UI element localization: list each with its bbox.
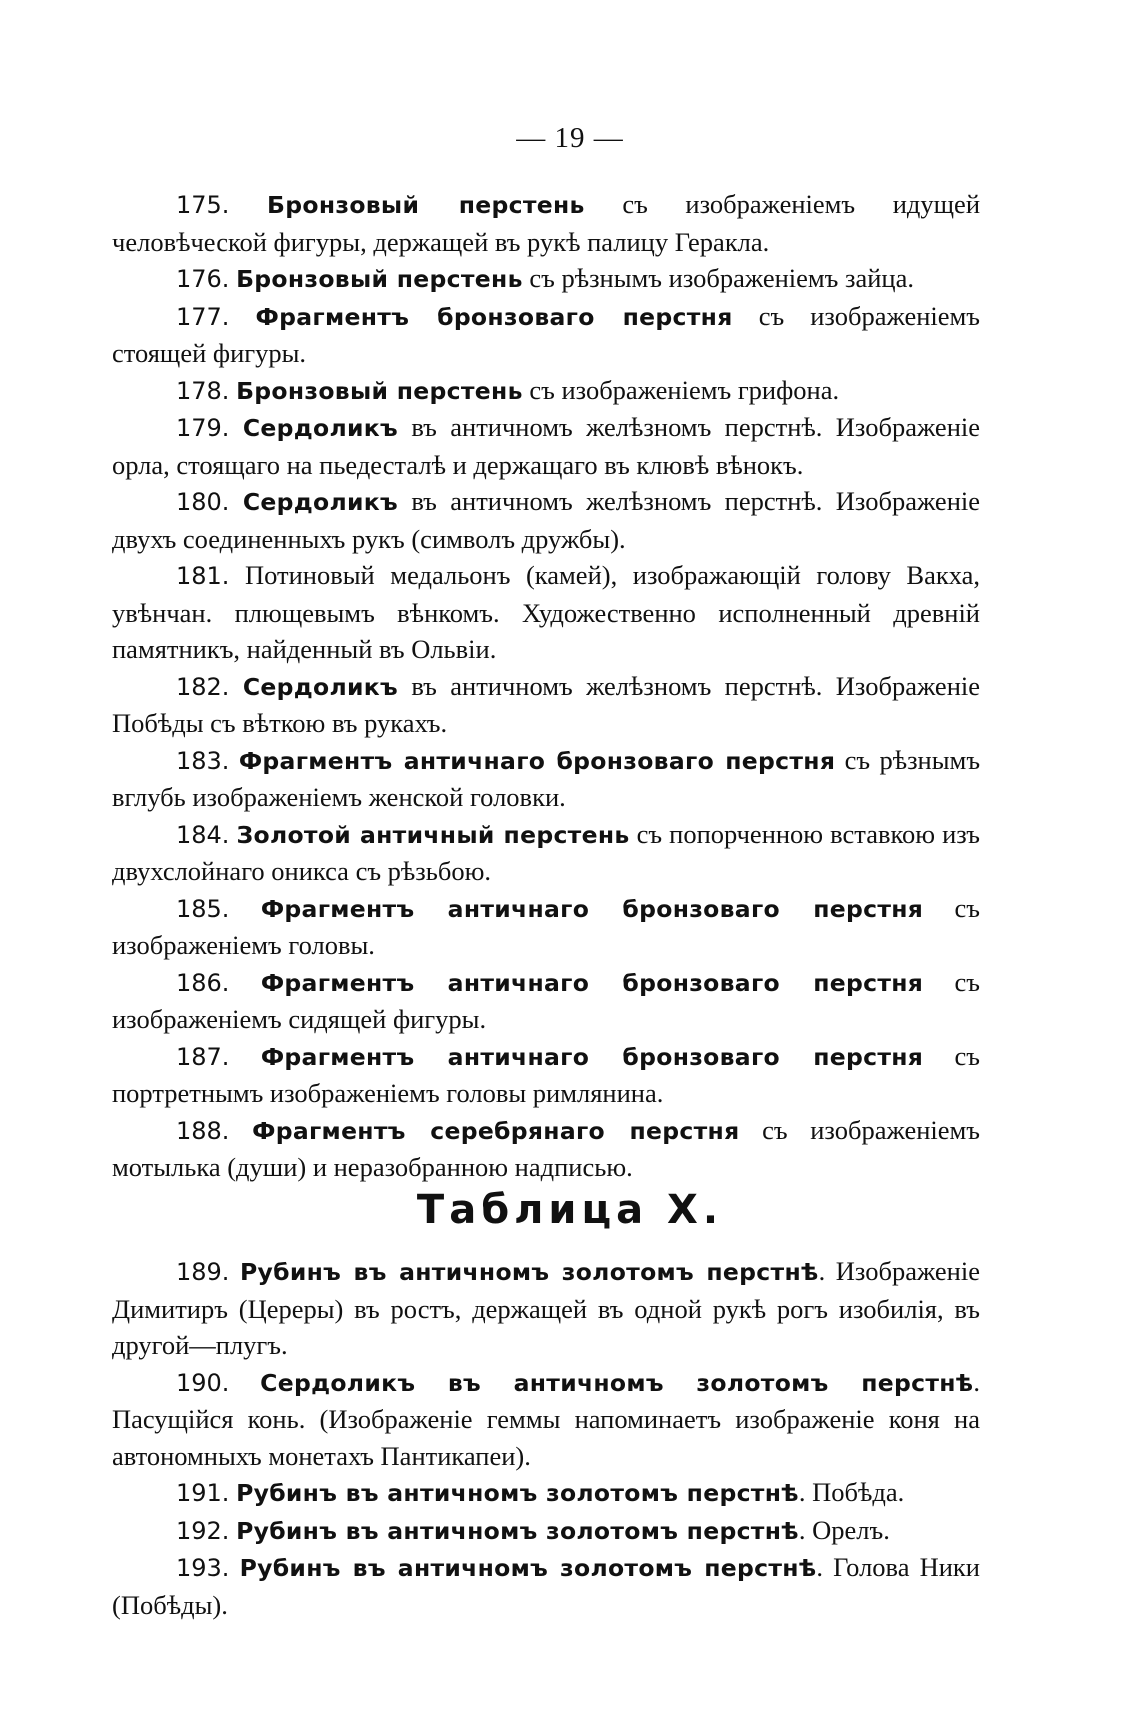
- catalog-entry: [112, 1549, 980, 1623]
- entry-title: Золотой античный перстень: [236, 820, 630, 849]
- entry-title: Рубинъ въ античномъ золотомъ перстнѣ: [240, 1258, 819, 1286]
- catalog-entry: [112, 1512, 980, 1550]
- entry-number: 183.: [176, 746, 230, 775]
- entry-number: 185.: [176, 894, 230, 923]
- entry-title: Фрагментъ бронзоваго перстня: [255, 302, 733, 331]
- catalog-entries-table-x: [112, 1253, 980, 1623]
- entry-description: въ античномъ желѣзномъ перстнѣ. Изображеніе Побѣды съ вѣткою въ рукахъ.: [112, 670, 980, 738]
- entry-number: 193.: [176, 1554, 230, 1582]
- entry-description: . Голова Ники (Побѣды).: [112, 1552, 980, 1620]
- entry-description: съ рѣзнымъ вглубь изображеніемъ женской головки.: [112, 744, 981, 812]
- catalog-entry: [112, 1364, 980, 1475]
- entry-description: въ античномъ желѣзномъ перстнѣ. Изображеніе орла, стоящаго на пьедесталѣ и держащаго въ клювѣ вѣнокъ.: [112, 412, 980, 480]
- entry-title: Рубинъ въ античномъ золотомъ перстнѣ: [236, 1516, 799, 1545]
- entry-description: съ портретнымъ изображеніемъ головы римлянина.: [112, 1040, 981, 1108]
- entry-description: . Побѣда.: [798, 1477, 905, 1507]
- entry-description: съ рѣзнымъ изображеніемъ зайца.: [522, 263, 914, 293]
- entry-number: 179.: [176, 414, 230, 442]
- entry-description: съ изображеніемъ мотылька (души) и неразобранною надписью.: [112, 1114, 980, 1182]
- entry-number: 188.: [176, 1116, 230, 1145]
- catalog-entry: [112, 742, 980, 816]
- entry-number: 189.: [176, 1258, 230, 1286]
- entry-description: . Изображеніе Димитиръ (Цереры) въ ростъ, держащей въ одной рукѣ рогъ изобилія, въ другой—плугъ.: [112, 1256, 980, 1360]
- entry-number: 176.: [176, 265, 230, 293]
- catalog-entry: [112, 372, 980, 410]
- entry-title: Сердоликъ: [242, 414, 398, 442]
- catalog-entry: [112, 890, 980, 964]
- entry-number: 178.: [176, 376, 230, 405]
- entry-title: Фрагментъ античнаго бронзоваго перстня: [260, 1042, 924, 1071]
- page-number: — 19 —: [516, 122, 624, 154]
- catalog-entry: [112, 668, 980, 742]
- entry-number: 177.: [176, 302, 230, 331]
- entry-description: съ изображеніемъ головы.: [112, 892, 981, 960]
- catalog-entry: [112, 964, 980, 1038]
- entry-number: 186.: [176, 968, 230, 997]
- entry-title: Рубинъ въ античномъ золотомъ перстнѣ: [239, 1554, 817, 1582]
- entry-title: Рубинъ въ античномъ золотомъ перстнѣ: [236, 1479, 799, 1507]
- catalog-entry: [112, 1474, 980, 1512]
- entry-title: Фрагментъ античнаго бронзоваго перстня: [260, 894, 924, 923]
- entry-description: съ изображеніемъ грифона.: [522, 374, 840, 405]
- catalog-entry: [112, 1253, 980, 1364]
- entry-title: Сердоликъ: [242, 488, 398, 516]
- catalog-entry: [112, 483, 980, 557]
- entry-description: съ изображеніемъ идущей человѣческой фигуры, держащей въ рукѣ палицу Геракла.: [112, 189, 980, 257]
- entry-number: 187.: [176, 1042, 230, 1071]
- catalog-entries: [112, 186, 980, 1186]
- entry-description: . Орелъ.: [798, 1514, 890, 1545]
- entry-title: Сердоликъ въ античномъ золотомъ перстнѣ: [260, 1368, 974, 1397]
- catalog-entry: [112, 298, 980, 372]
- entry-title: Фрагментъ серебрянаго перстня: [252, 1116, 740, 1145]
- entry-description: Потиновый медальонъ (камей), изображающій голову Вакха, увѣнчан. плющевымъ вѣнкомъ. Художественно исполненный древній памятникъ, найденный въ Ольвіи.: [112, 560, 980, 664]
- entry-title: Бронзовый перстень: [267, 191, 585, 219]
- entry-description: съ изображеніемъ сидящей фигуры.: [112, 966, 981, 1034]
- entry-number: 175.: [176, 191, 230, 219]
- catalog-entry: [112, 1038, 980, 1112]
- entry-number: 182.: [176, 672, 230, 701]
- entry-title: Сердоликъ: [242, 672, 398, 701]
- entry-number: 184.: [176, 820, 230, 849]
- catalog-entry: [112, 557, 980, 668]
- entry-title: Бронзовый перстень: [236, 376, 523, 405]
- entry-description: съ попорченною вставкою изъ двухслойнаго оникса съ рѣзьбою.: [112, 818, 981, 886]
- entry-number: 191.: [176, 1479, 230, 1507]
- entry-title: Фрагментъ античнаго бронзоваго перстня: [238, 746, 836, 775]
- entry-title: Бронзовый перстень: [236, 265, 523, 293]
- catalog-entry: [112, 409, 980, 483]
- entry-description: съ изображеніемъ стоящей фигуры.: [112, 300, 980, 368]
- section-heading: Таблица X.: [416, 1187, 724, 1233]
- entry-description: въ античномъ желѣзномъ перстнѣ. Изображеніе двухъ соединенныхъ рукъ (символъ дружбы).: [112, 486, 980, 554]
- entry-description: . Пасущійся конь. (Изображеніе геммы напоминаетъ изображеніе коня на автономныхъ монетахъ Пантикапеи).: [112, 1366, 980, 1471]
- entry-number: 190.: [176, 1368, 230, 1397]
- catalog-entry: [112, 186, 980, 260]
- catalog-entry: [112, 1112, 980, 1186]
- entry-number: 180.: [176, 488, 230, 516]
- catalog-entry: [112, 260, 980, 298]
- catalog-entry: [112, 816, 980, 890]
- entry-title: Фрагментъ античнаго бронзоваго перстня: [260, 968, 924, 997]
- entry-number: 192.: [176, 1516, 230, 1545]
- entry-number: 181.: [176, 562, 230, 590]
